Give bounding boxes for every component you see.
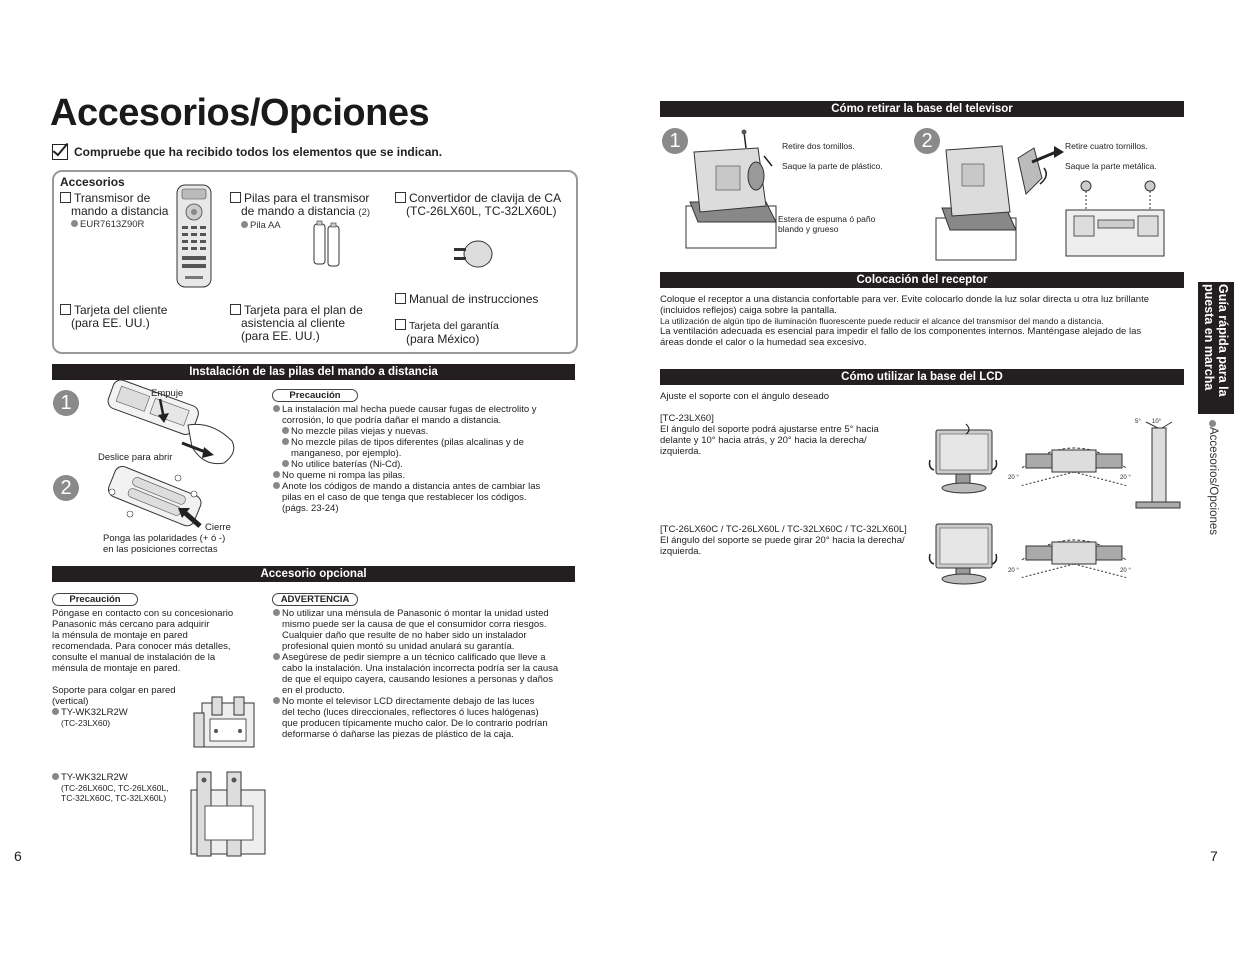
angle-label-5: 5° [1135,419,1141,425]
foam-mat-note: Estera de espuma ó paño blando y grueso [778,214,876,234]
checklist-text: Compruebe que ha recibido todos los elementos que se indican. [74,145,443,159]
step-1-badge: 1 [53,390,79,416]
accessories-heading: Accesorios [60,175,125,189]
step2-remove-metal: Saque la parte metálica. [1065,161,1157,171]
checkbox-icon [230,192,241,203]
accessory-remote: Transmisor de mando a distancia EUR7613Z90R [60,192,168,231]
bullet-icon [282,438,289,445]
bullet-icon [52,773,59,780]
caution-pill-batteries: Precaución [272,389,358,402]
label-slide-open: Deslice para abrir [98,452,173,463]
bullet-icon [71,220,78,227]
lcd-base-model1: [TC-23LX60] El ángulo del soporte podrá ajustarse entre 5° hacia delante y 10° hacia atrás, y 20° hacia la derecha/ izquierda. [660,413,879,457]
tv-remove-metal-part-illustration [936,138,1066,262]
wall-bracket-large-image [185,770,269,858]
side-tab-title: Guía rápida para la puesta en marcha [1202,284,1230,397]
step1-remove-plastic: Saque la parte de plástico. [782,161,883,171]
bullet-icon [52,708,59,715]
lcd-base-intro: Ajuste el soporte con el ángulo deseado [660,391,830,402]
accessory-plug-adapter: Convertidor de clavija de CA (TC-26LX60L, TC-32LX60L) [395,192,561,218]
label-close: Cierre [205,522,231,533]
angle-label-right-2: 20 ° [1120,568,1131,574]
checkbox-icon [60,304,71,315]
tv-front-swivel-illustration [928,420,998,496]
accessory-assistance-card: Tarjeta para el plan de asistencia al cliente (para EE. UU.) [230,304,363,343]
accessory-customer-card: Tarjeta del cliente (para EE. UU.) [60,304,167,330]
checkbox-icon [230,304,241,315]
step-1-badge: 1 [662,128,688,154]
plug-adapter-image [452,238,496,272]
side-tab-subtitle: Accesorios/Opciones [1207,420,1219,535]
optional-caution-text: Póngase en contacto con su concesionario Panasonic más cercano para adquirir la ménsula de montaje en pared recomendada. Para conocer más detalles, consulte el manual de instalación de la ménsula de montaje en pared. [52,608,234,674]
page-number-left: 6 [14,848,22,864]
step-2-badge: 2 [914,128,940,154]
step1-remove-two-screws: Retire dos tornillos. [782,141,855,151]
step2-remove-four-screws: Retire cuatro tornillos. [1065,141,1148,151]
section-bar-optional: Accesorio opcional [52,566,575,582]
remote-control-image [176,184,212,288]
checkbox-icon [395,192,406,203]
bracket-2-info: TY-WK32LR2W (TC-26LX60C, TC-26LX60L, TC-32LX60C, TC-32LX60L) [52,772,169,803]
angle-label-left: 20 ° [1008,475,1019,481]
checkbox-icon [395,319,406,330]
receiver-text: Coloque el receptor a una distancia confortable para ver. Evite colocarlo donde la luz solar directa u otra luz brillante (incluidos reflejos) caiga sobre la pantalla. La utilización de algún tipo de iluminación fluorescente puede reducir el alcance del transmisor del mando a distancia. La ventilación adecuada es esencial para impedir el fallo de los componentes internos. Manténgase alejado de las áreas donde el calor o la humedad sea excesivo. [660,294,1150,348]
accessory-warranty: Tarjeta del garantía (para México) [395,319,499,346]
section-bar-batteries: Instalación de las pilas del mando a distancia [52,364,575,380]
page-number-right: 7 [1210,848,1218,864]
accessory-batteries: Pilas para el transmisor de mando a distancia (2) Pila AA [230,192,370,232]
bullet-icon [273,482,280,489]
bullet-icon [282,460,289,467]
page-title: Accesorios/Opciones [50,92,430,134]
checkbox-icon [60,192,71,203]
bullet-icon [241,221,248,228]
bullet-icon [273,653,280,660]
step-2-badge: 2 [53,475,79,501]
aa-batteries-image [312,220,342,268]
section-bar-receiver: Colocación del receptor [660,272,1184,288]
tv-remove-screws-illustration [686,126,778,250]
angle-label-right: 20 ° [1120,475,1131,481]
bullet-icon [282,427,289,434]
angle-label-10: 10° [1152,419,1162,425]
bullet-icon [273,609,280,616]
checkbox-icon [395,293,406,304]
metal-bracket-screws-illustration [1062,176,1166,258]
lcd-base-model2: [TC-26LX60C / TC-26LX60L / TC-32LX60C / TC-32LX60L] El ángulo del soporte se puede girar 20° hacia la derecha/ izquierda. [660,524,907,557]
bullet-icon [1209,420,1216,427]
angle-label-left-2: 20 ° [1008,568,1019,574]
tv-front-swivel-illustration-2 [928,516,998,586]
caution-pill-optional: Precaución [52,593,138,606]
bracket-1-info: Soporte para colgar en pared (vertical) TY-WK32LR2W (TC-23LX60) [52,685,176,728]
batteries-caution-list: La instalación mal hecha puede causar fugas de electrolito y corrosión, lo que podría dañar el mando a distancia. No mezcle pilas viejas y nuevas. No mezcle pilas de tipos diferentes (pilas alcalinas y de manganeso, por ejemplo). No utilice baterías (Ni-Cd). No queme ni rompa las pilas. Anote los códigos de mando a distancia antes de cambiar las pilas en el caso de que tenga que restablecer los códigos. (págs. 23-24) [273,404,573,514]
optional-warning-list: No utilizar una ménsula de Panasonic ó montar la unidad usted mismo puede ser la causa de que el consumidor corra riesgos. Cualquier daño que resulte de no haber sido un instalador profesional quien montó su unidad anulará su garantía. Asegúrese de pedir siempre a un técnico calificado que lleve a cabo la instalación. Una instalación incorrecta podría ser la causa de que el equipo cayera, causando lesiones a personas y daños en el producto. No monte el televisor LCD directamente debajo de las luces del techo (luces direccionales, reflectores ó luces halógenas) que producen típicamente mucho calor. De lo contrario podrían deformarse ó dañarse las piezas de plástico de la caja. [273,608,575,740]
label-push: Empuje [151,388,184,399]
accessory-manual: Manual de instrucciones [395,293,538,306]
bullet-icon [273,405,280,412]
bullet-icon [273,697,280,704]
warning-pill: ADVERTENCIA [272,593,358,606]
wall-bracket-small-image [192,695,262,751]
label-polarity: Ponga las polaridades (+ ó -) en las posiciones correctas [103,533,226,555]
checklist-instruction [52,144,442,160]
section-bar-remove-base: Cómo retirar la base del televisor [660,101,1184,117]
tv-side-tilt-illustration [1132,420,1184,516]
section-bar-lcd-base: Cómo utilizar la base del LCD [660,369,1184,385]
bullet-icon [273,471,280,478]
remote-battery-polarity-illustration [104,472,216,534]
checkmark-icon [52,144,68,160]
